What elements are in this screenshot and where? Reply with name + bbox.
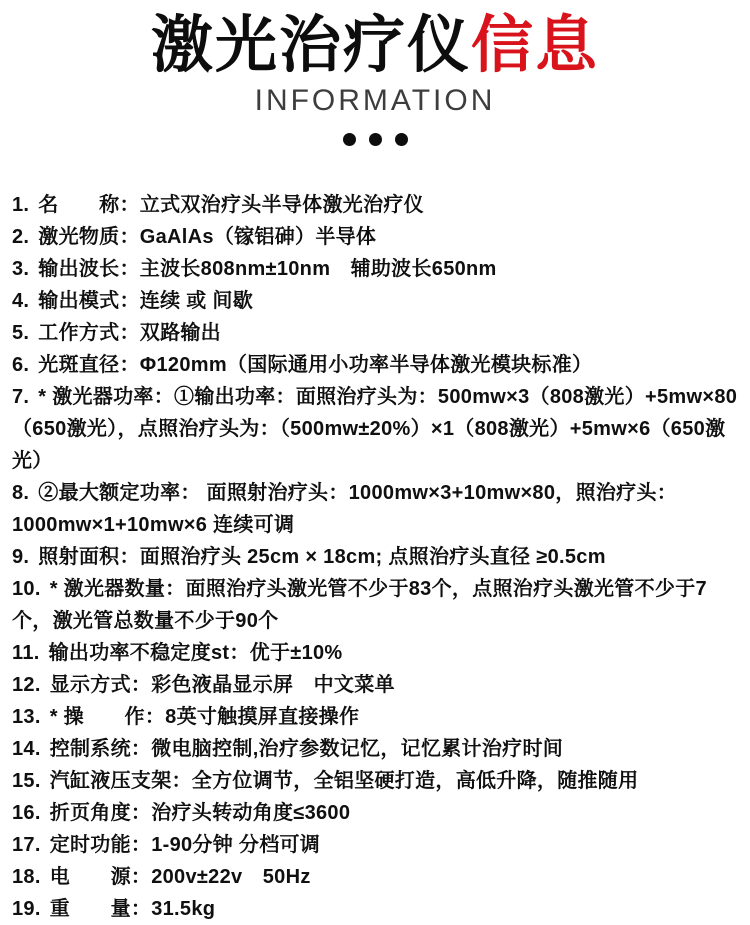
page-title-black: 激光治疗仪 xyxy=(150,11,471,80)
page-title-accent: 信息 xyxy=(471,11,600,80)
dot-icon xyxy=(369,133,382,146)
spec-item-number: 19. xyxy=(12,897,41,920)
spec-item-text: * 激光器数量：面照治疗头激光管不少于83个，点照治疗头激光管不少于7个，激光管总数量不少于90个 xyxy=(12,577,707,632)
page-subtitle: INFORMATION xyxy=(254,83,496,117)
spec-item xyxy=(12,381,740,477)
spec-item-text: ②最大额定功率： 面照射治疗头：1000mw×3+10mw×80，照治疗头：1000mw×1+10mw×6 连续可调 xyxy=(12,481,678,536)
spec-item xyxy=(12,861,740,893)
spec-item-text: 光斑直径：Φ120mm（国际通用小功率半导体激光模块标准） xyxy=(38,353,593,376)
spec-item-number: 14. xyxy=(12,737,41,760)
spec-item-text: 工作方式：双路输出 xyxy=(38,321,221,344)
spec-item-number: 7. xyxy=(12,385,30,408)
spec-item xyxy=(12,893,740,925)
spec-item-text: 显示方式：彩色液晶显示屏 中文菜单 xyxy=(49,673,395,696)
spec-item-text: 激光物质：GaAlAs（镓铝砷）半导体 xyxy=(38,225,377,248)
spec-item-text: * 操 作：8英寸触摸屏直接操作 xyxy=(49,705,360,728)
spec-item-text: * 激光器功率：①输出功率：面照治疗头为：500mw×3（808激光）+5mw×80（650激光），点照治疗头为：（500mw±20%）×1（808激光）+5mw×6（650激光） xyxy=(12,385,738,472)
spec-item-number: 5. xyxy=(12,321,30,344)
spec-item-number: 17. xyxy=(12,833,41,856)
spec-item xyxy=(12,253,740,285)
page-title xyxy=(0,10,750,82)
spec-item-number: 15. xyxy=(12,769,41,792)
spec-item-number: 11. xyxy=(12,641,40,664)
spec-item-text: 控制系统：微电脑控制,治疗参数记忆，记忆累计治疗时间 xyxy=(49,737,564,760)
spec-item xyxy=(12,797,740,829)
spec-item xyxy=(12,221,740,253)
spec-item-text: 输出功率不稳定度st：优于±10% xyxy=(48,641,343,664)
spec-item-number: 8. xyxy=(12,481,30,504)
spec-item-text: 汽缸液压支架：全方位调节，全铝坚硬打造，高低升降，随推随用 xyxy=(49,769,639,792)
divider-dots xyxy=(0,133,750,146)
spec-item-text: 折页角度：治疗头转动角度≤3600 xyxy=(49,801,351,824)
spec-item xyxy=(12,701,740,733)
spec-item xyxy=(12,317,740,349)
dot-icon xyxy=(343,133,356,146)
spec-item-text: 照射面积：面照治疗头 25cm × 18cm; 点照治疗头直径 ≥0.5cm xyxy=(38,545,606,568)
spec-item-text: 输出波长：主波长808nm±10nm 辅助波长650nm xyxy=(38,257,497,280)
header xyxy=(0,0,750,146)
spec-item xyxy=(12,189,740,221)
spec-item xyxy=(12,765,740,797)
spec-item-number: 4. xyxy=(12,289,30,312)
spec-item xyxy=(12,637,740,669)
spec-item-text: 定时功能：1-90分钟 分档可调 xyxy=(49,833,321,856)
spec-item-number: 9. xyxy=(12,545,30,568)
spec-item xyxy=(12,669,740,701)
spec-item-number: 6. xyxy=(12,353,30,376)
spec-item xyxy=(12,573,740,637)
spec-item-text: 重 量：31.5kg xyxy=(49,897,216,920)
spec-item-number: 10. xyxy=(12,577,41,600)
spec-item xyxy=(12,541,740,573)
spec-item-number: 16. xyxy=(12,801,41,824)
spec-item-number: 12. xyxy=(12,673,41,696)
spec-item-text: 电 源：200v±22v 50Hz xyxy=(49,865,311,888)
spec-item-text: 输出模式：连续 或 间歇 xyxy=(38,289,253,312)
spec-item-number: 3. xyxy=(12,257,30,280)
spec-item-number: 13. xyxy=(12,705,41,728)
spec-item xyxy=(12,285,740,317)
spec-list xyxy=(0,189,750,925)
spec-item-text: 名 称：立式双治疗头半导体激光治疗仪 xyxy=(38,193,424,216)
spec-item-number: 18. xyxy=(12,865,41,888)
spec-item xyxy=(12,477,740,541)
spec-item xyxy=(12,349,740,381)
spec-item xyxy=(12,733,740,765)
spec-item-number: 2. xyxy=(12,225,30,248)
spec-item-number: 1. xyxy=(12,193,30,216)
dot-icon xyxy=(395,133,408,146)
spec-item xyxy=(12,829,740,861)
